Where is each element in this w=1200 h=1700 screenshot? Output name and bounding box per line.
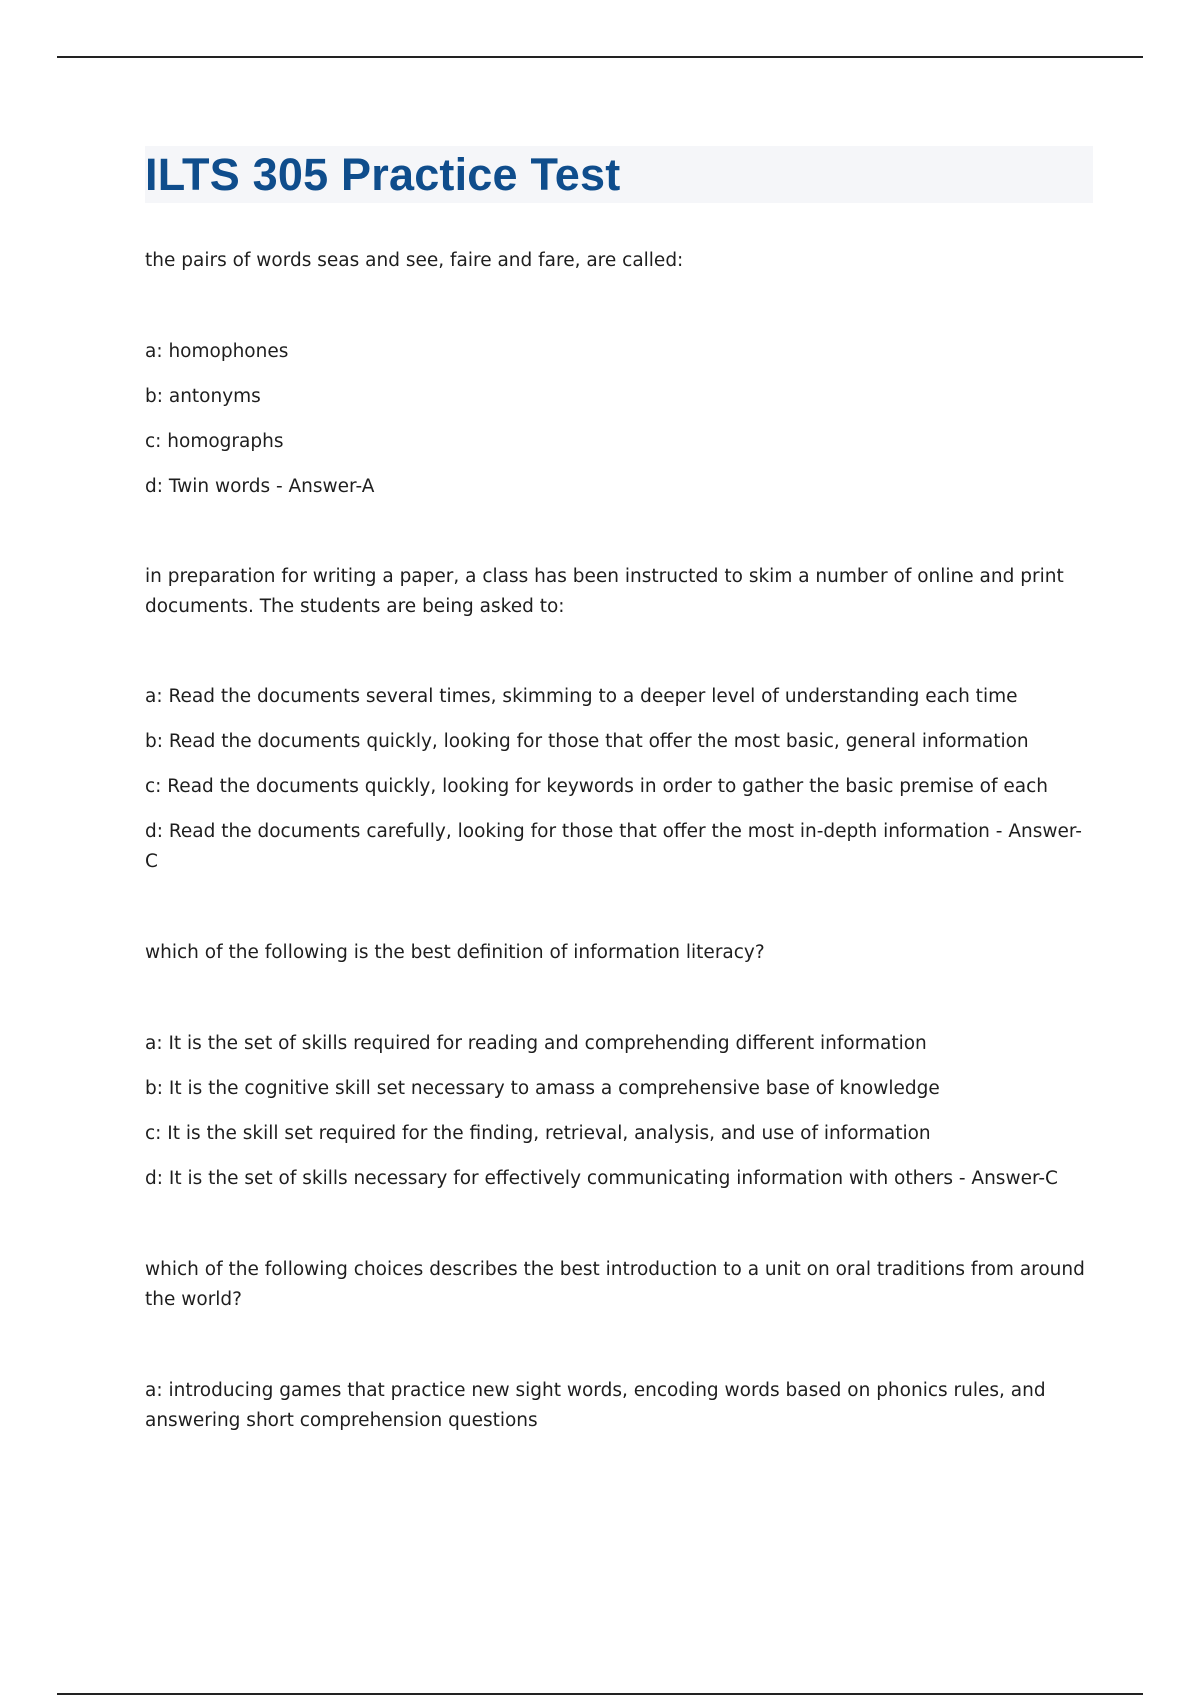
header-rule (57, 56, 1143, 58)
answer-option: d: Twin words - Answer-A (145, 476, 375, 497)
answer-option: a: Read the documents several times, skimming to a deeper level of understanding each time (145, 686, 1018, 707)
answer-option: c: homographs (145, 431, 284, 452)
document-body (145, 146, 1093, 1436)
answer-option: b: antonyms (145, 386, 261, 407)
answer-option: b: Read the documents quickly, looking for those that offer the most basic, general information (145, 731, 1029, 752)
answer-option: d: It is the set of skills necessary for effectively communicating information with others - Answer-C (145, 1168, 1058, 1189)
answer-option: a: homophones (145, 341, 289, 362)
answer-option: a: It is the set of skills required for reading and comprehending different information (145, 1033, 927, 1054)
question-text: in preparation for writing a paper, a class has been instructed to skim a number of online and print documents. The students are being asked to: (145, 566, 1064, 617)
question-text: which of the following choices describes the best introduction to a unit on oral traditions from around the world? (145, 1259, 1085, 1310)
question-block (145, 1255, 1093, 1436)
answer-options (145, 682, 1093, 877)
answer-option: c: Read the documents quickly, looking for keywords in order to gather the basic premise of each (145, 776, 1048, 797)
question-text: which of the following is the best definition of information literacy? (145, 942, 765, 963)
answer-option: b: It is the cognitive skill set necessary to amass a comprehensive base of knowledge (145, 1078, 940, 1099)
title-band (145, 146, 1093, 203)
answer-options (145, 1029, 1093, 1194)
question-block (145, 562, 1093, 877)
answer-option: c: It is the skill set required for the finding, retrieval, analysis, and use of information (145, 1123, 931, 1144)
question-block (145, 246, 1093, 502)
answer-option: d: Read the documents carefully, looking for those that offer the most in-depth information - Answer-C (145, 821, 1082, 872)
question-text: the pairs of words seas and see, faire and fare, are called: (145, 250, 684, 271)
footer-rule (57, 1693, 1143, 1695)
answer-options (145, 1376, 1093, 1436)
answer-options (145, 337, 1093, 502)
answer-option: a: introducing games that practice new sight words, encoding words based on phonics rules, and answering short comprehension questions (145, 1380, 1046, 1431)
question-block (145, 938, 1093, 1194)
page-title: ILTS 305 Practice Test (145, 149, 621, 200)
